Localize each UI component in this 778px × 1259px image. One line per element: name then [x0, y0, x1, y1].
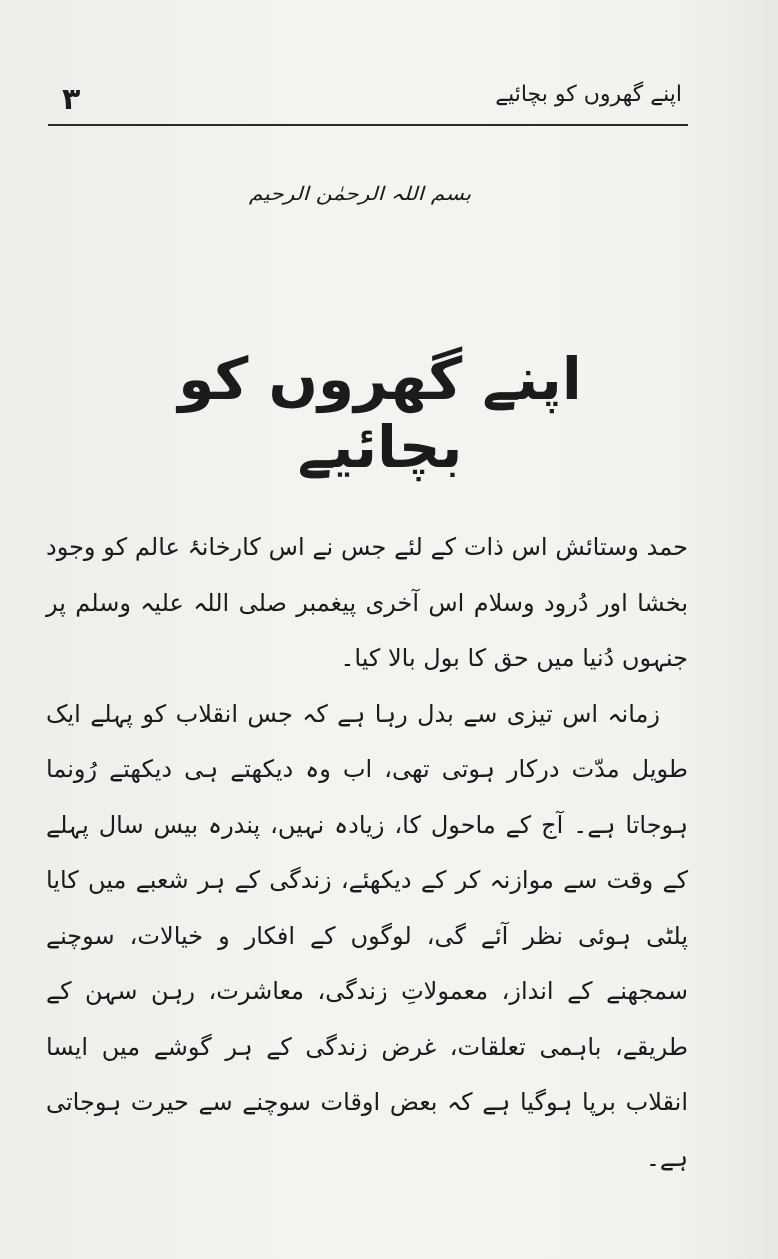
page-header — [48, 78, 688, 124]
header-divider — [48, 124, 688, 126]
running-title: اپنے گھروں کو بچائیے — [495, 82, 682, 107]
chapter-title: اپنے گھروں کو بچائیے — [178, 345, 582, 481]
bismillah-calligraphy: بسم اللہ الرحمٰن الرحیم — [248, 183, 472, 205]
body-text — [46, 520, 688, 1186]
page-number: ۳ — [62, 82, 81, 117]
paragraph: زمانہ اس تیزی سے بدل رہا ہے کہ جس انقلاب کو پہلے ایک طویل مدّت درکار ہوتی تھی، اب وہ دیکھتے ہی دیکھتے رُونما ہوجاتا ہے۔ آج کے ماحول کا، زیادہ نہیں، پندرہ بیس سال پہلے کے وقت سے موازنہ کر کے دیکھئے، زندگی کے ہر شعبے میں کایا پلٹی ہوئی نظر آئے گی، لوگوں کے افکار و خیالات، سوچنے سمجھنے کے انداز، معمولاتِ زندگی، معاشرت، رہن سہن کے طریقے، باہمی تعلقات، غرض زندگی کے ہر گوشے میں ایسا انقلاب برپا ہوگیا ہے کہ بعض اوقات سوچنے سے حیرت ہوجاتی ہے۔ — [46, 699, 688, 1172]
paragraph: حمد وستائش اس ذات کے لئے جس نے اس کارخانۂ عالم کو وجود بخشا اور دُرود وسلام اس آخری پیغمبر صلی اللہ علیہ وسلم پر جنہوں دُنیا میں حق کا بول بالا کیا۔ — [46, 533, 688, 672]
